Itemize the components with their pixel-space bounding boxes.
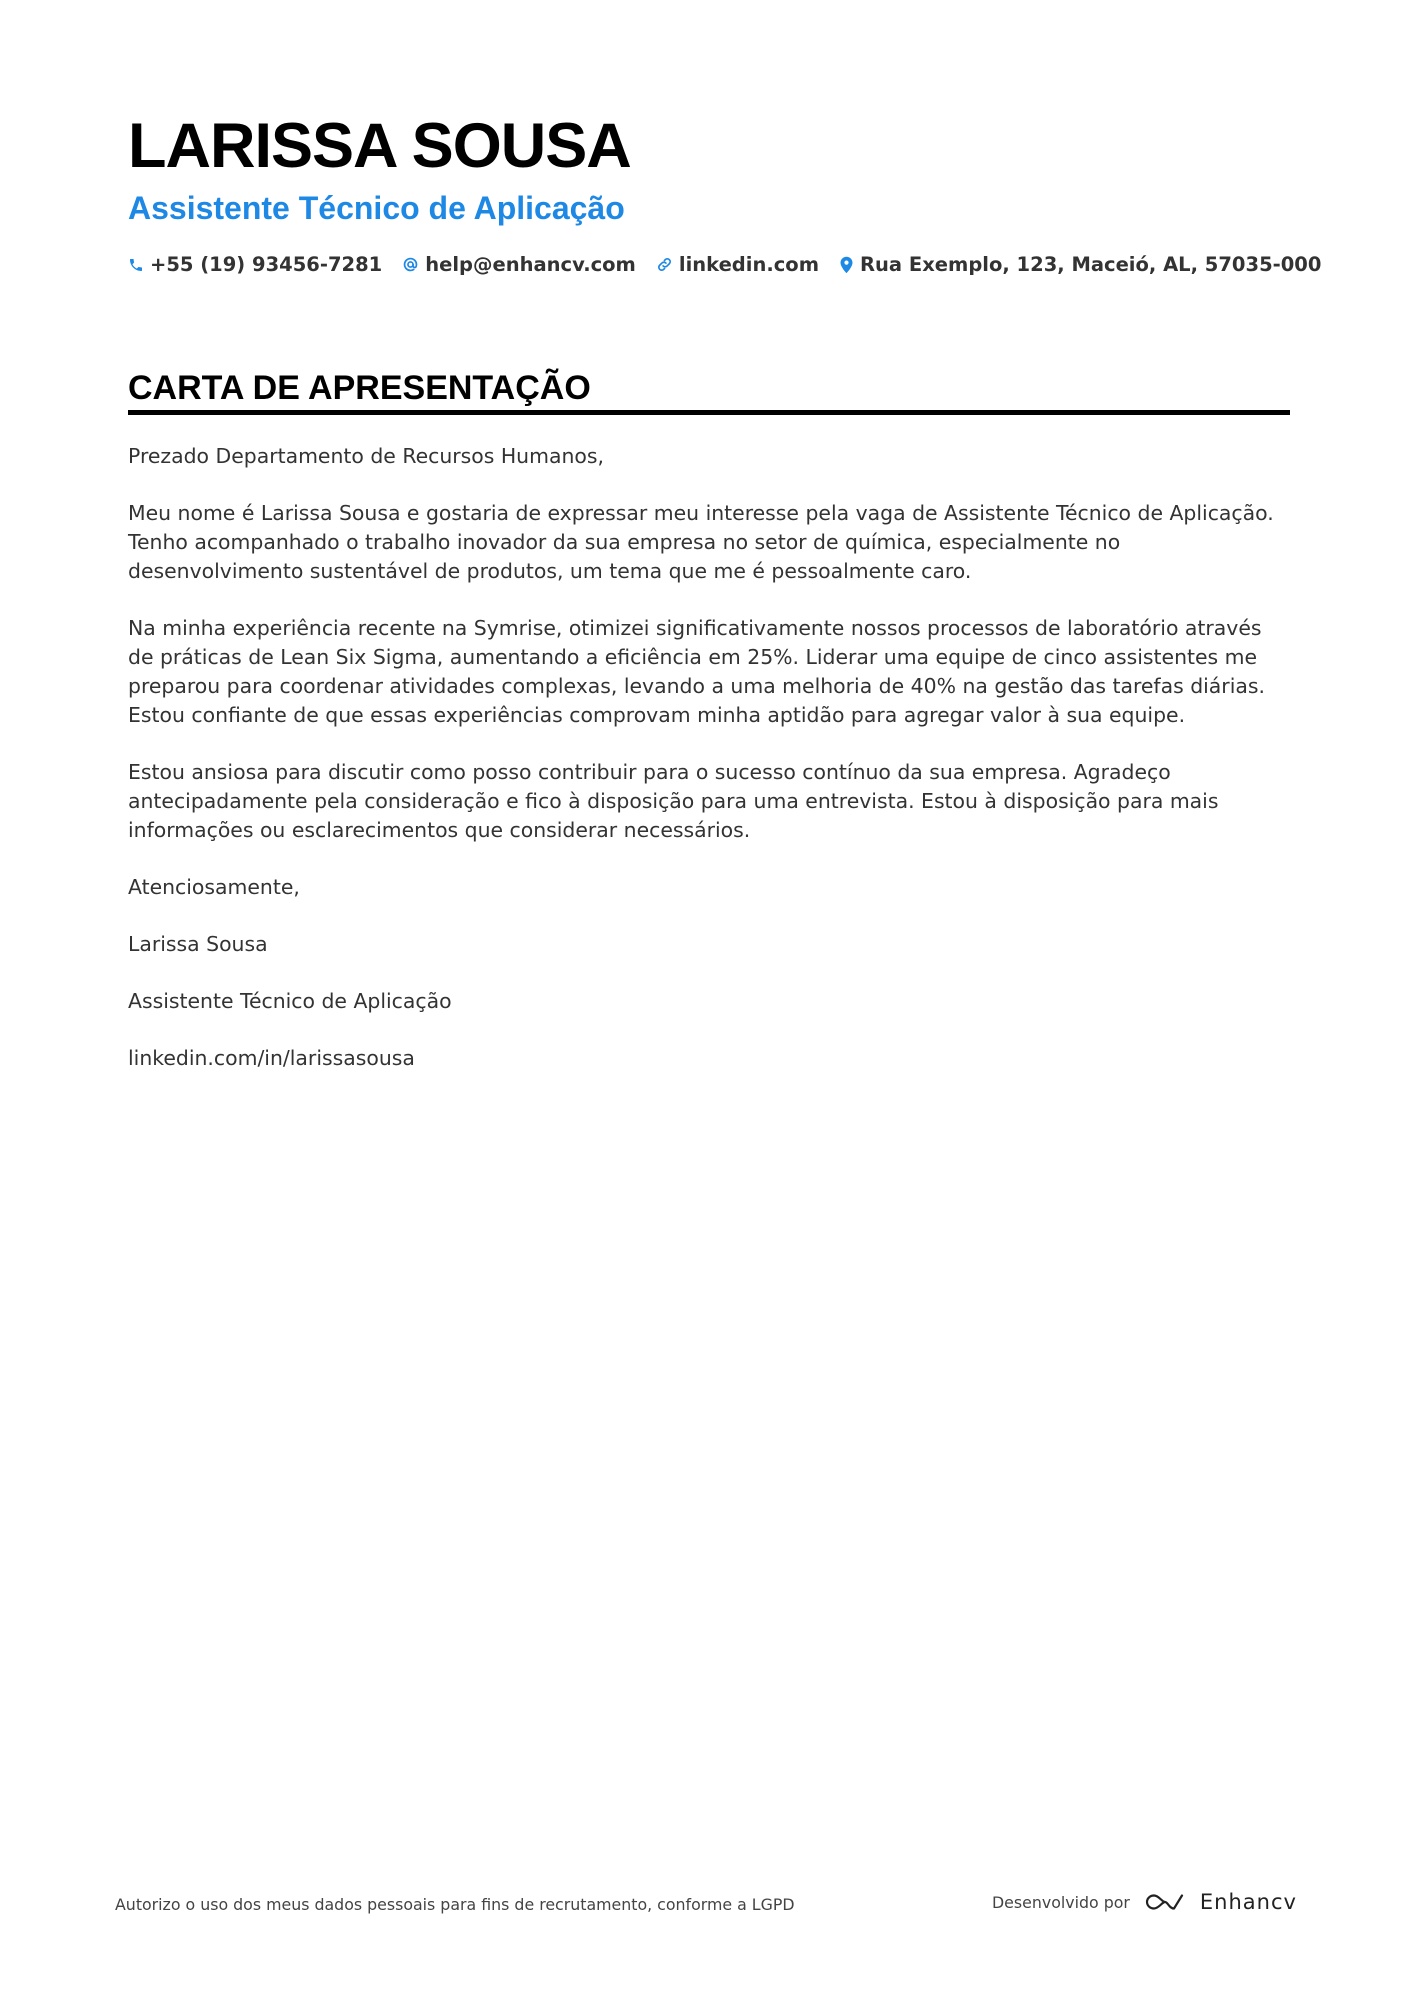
signature-title: Assistente Técnico de Aplicação — [128, 989, 452, 1013]
letter-greeting: Prezado Departamento de Recursos Humanos, — [128, 444, 604, 468]
section-divider — [128, 410, 1290, 415]
contact-linkedin-text[interactable]: linkedin.com — [678, 253, 820, 276]
powered-by-label: Desenvolvido por — [992, 1892, 1130, 1912]
letter-paragraph-1: Meu nome é Larissa Sousa e gostaria de expressar meu interesse pela vaga de Assistente Técnico de Aplicação. Tenho acompanhado o trabalho inovador da sua empresa no setor de química, especialmente no desenvolvimento sustentável de produtos, um tema que me é pessoalmente caro. — [128, 501, 1274, 583]
contact-email-text: help@enhancv.com — [425, 253, 636, 276]
contact-address-text: Rua Exemplo, 123, Maceió, AL, 57035-000 — [860, 253, 1322, 276]
footer-consent: Autorizo o uso dos meus dados pessoais para fins de recrutamento, conforme a LGPD — [115, 1895, 795, 1914]
link-icon — [656, 256, 673, 273]
candidate-name: LARISSA SOUSA — [128, 111, 631, 181]
contact-email — [402, 253, 636, 276]
letter-body — [128, 442, 1290, 1101]
letter-paragraph-3: Estou ansiosa para discutir como posso contribuir para o sucesso contínuo da sua empresa. Agradeço antecipadamente pela consideração e fico à disposição para uma entrevista. Estou à disposição para mais informações ou esclarecimentos que considerar necessários. — [128, 760, 1219, 842]
letter-paragraph-2: Na minha experiência recente na Symrise, otimizei significativamente nossos processos de laboratório através de práticas de Lean Six Sigma, aumentando a eficiência em 25%. Liderar uma equipe de cinco assistentes me preparou para coordenar atividades complexas, levando a uma melhoria de 40% na gestão das tarefas diárias. Estou confiante de que essas experiências comprovam minha aptidão para agregar valor à sua equipe. — [128, 616, 1265, 727]
enhancv-logo-icon — [1142, 1890, 1188, 1914]
footer-brand[interactable] — [992, 1890, 1297, 1914]
contact-linkedin[interactable] — [656, 253, 819, 276]
at-icon — [402, 256, 419, 273]
signature-name: Larissa Sousa — [128, 932, 268, 956]
contact-bar — [128, 253, 1321, 276]
enhancv-brand-name: Enhancv — [1199, 1890, 1297, 1914]
contact-address — [839, 253, 1321, 276]
location-pin-icon — [839, 256, 854, 274]
contact-phone-text: +55 (19) 93456-7281 — [150, 253, 383, 276]
phone-icon — [128, 257, 144, 273]
letter-closing: Atenciosamente, — [128, 875, 300, 899]
contact-phone — [128, 253, 382, 276]
signature-link[interactable]: linkedin.com/in/larissasousa — [128, 1046, 415, 1070]
candidate-role: Assistente Técnico de Aplicação — [128, 190, 625, 226]
section-title: CARTA DE APRESENTAÇÃO — [128, 369, 591, 407]
